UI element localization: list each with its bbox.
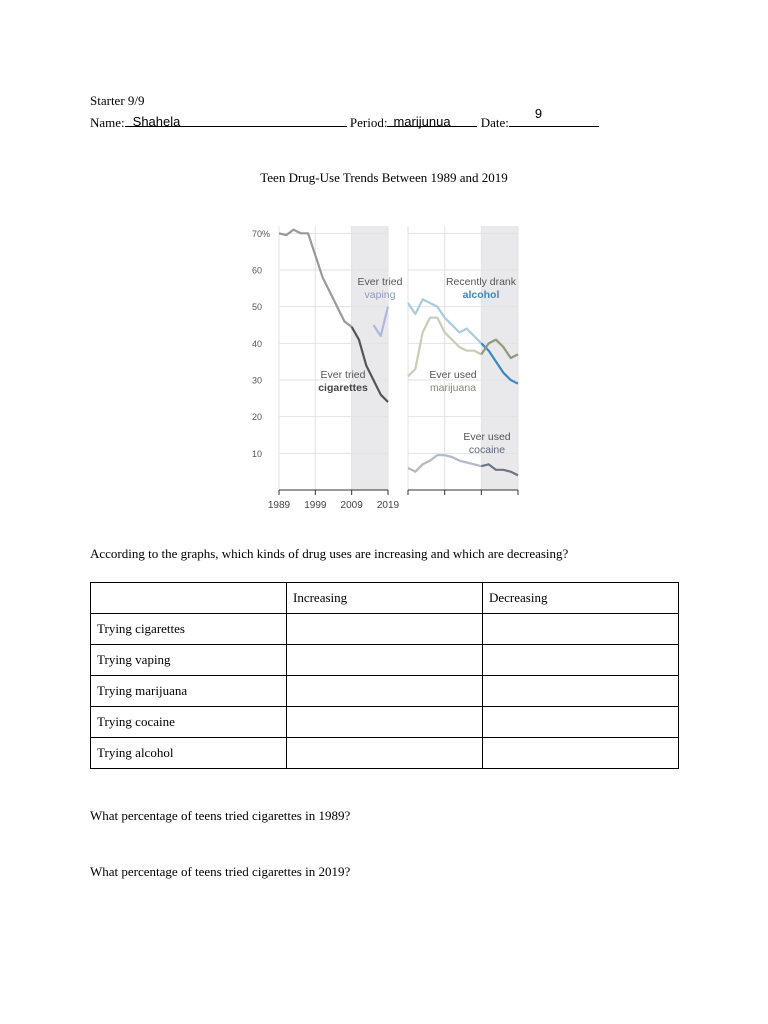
question-1: According to the graphs, which kinds of drug uses are increasing and which are decreasing? xyxy=(90,546,569,561)
table-row xyxy=(91,676,679,707)
decreasing-cell[interactable] xyxy=(483,614,679,645)
increasing-cell[interactable] xyxy=(287,676,483,707)
ever-used-marijuana-label: marijuana xyxy=(429,382,477,394)
recently-drank-alcohol-label: alcohol xyxy=(462,289,500,301)
name-field[interactable] xyxy=(125,114,347,127)
row-label: Trying marijuana xyxy=(91,676,287,707)
ever-used-cocaine-label: cocaine xyxy=(468,444,506,456)
x-tick-label: 2009 xyxy=(340,500,363,511)
answer-table xyxy=(90,582,679,769)
decreasing-cell[interactable] xyxy=(483,707,679,738)
y-tick-label: 70% xyxy=(252,228,271,239)
x-tick-label: 1999 xyxy=(304,500,327,511)
table-row xyxy=(91,614,679,645)
y-tick-label: 10 xyxy=(252,448,263,459)
period-value: marijunua xyxy=(393,114,451,129)
ever-tried-cigarettes-label: cigarettes xyxy=(318,382,368,394)
y-tick-label: 40 xyxy=(252,338,263,349)
ever-used-cocaine-label: Ever used xyxy=(463,431,511,443)
header-line xyxy=(90,106,599,131)
drug-use-chart xyxy=(232,218,532,516)
question-3: What percentage of teens tried cigarettes in 2019? xyxy=(90,864,351,879)
y-tick-label: 20 xyxy=(252,412,263,423)
table-row xyxy=(91,707,679,738)
decreasing-cell[interactable] xyxy=(483,738,679,769)
table-row xyxy=(91,645,679,676)
date-label: Date: xyxy=(480,115,509,130)
period-field[interactable] xyxy=(387,114,477,127)
y-tick-label: 50 xyxy=(252,302,263,313)
y-tick-label: 30 xyxy=(252,375,263,386)
question-2: What percentage of teens tried cigarettes in 1989? xyxy=(90,808,351,823)
period-label: Period: xyxy=(349,115,388,130)
y-tick-label: 60 xyxy=(252,265,263,276)
ever-tried-vaping-label: Ever tried xyxy=(357,276,403,288)
name-label: Name: xyxy=(90,115,125,130)
date-value: 9 xyxy=(534,106,543,121)
drug-use-chart-svg xyxy=(232,218,532,516)
table-row xyxy=(91,738,679,769)
date-field[interactable] xyxy=(509,106,599,127)
row-label: Trying cocaine xyxy=(91,707,287,738)
x-tick-label: 1989 xyxy=(267,500,291,511)
starter-label: Starter 9/9 xyxy=(90,93,145,108)
chart-title: Teen Drug-Use Trends Between 1989 and 2019 xyxy=(260,170,508,185)
increasing-cell[interactable] xyxy=(287,614,483,645)
increasing-cell[interactable] xyxy=(287,738,483,769)
row-label: Trying alcohol xyxy=(91,738,287,769)
table-header-cell xyxy=(91,583,287,614)
table-header-cell: Decreasing xyxy=(483,583,679,614)
recently-drank-alcohol-label: Recently drank xyxy=(445,276,517,288)
x-tick-label: 2019 xyxy=(376,500,400,511)
row-label: Trying vaping xyxy=(91,645,287,676)
name-value: Shahela xyxy=(132,114,181,129)
ever-used-marijuana-label: Ever used xyxy=(429,369,477,381)
ever-tried-cigarettes-label: Ever tried xyxy=(320,369,366,381)
increasing-cell[interactable] xyxy=(287,645,483,676)
ever-tried-vaping-label: vaping xyxy=(364,289,396,301)
decreasing-cell[interactable] xyxy=(483,645,679,676)
table-header-cell: Increasing xyxy=(287,583,483,614)
row-label: Trying cigarettes xyxy=(91,614,287,645)
decreasing-cell[interactable] xyxy=(483,676,679,707)
recent-period-shading xyxy=(352,226,388,490)
increasing-cell[interactable] xyxy=(287,707,483,738)
table-header-row xyxy=(91,583,679,614)
